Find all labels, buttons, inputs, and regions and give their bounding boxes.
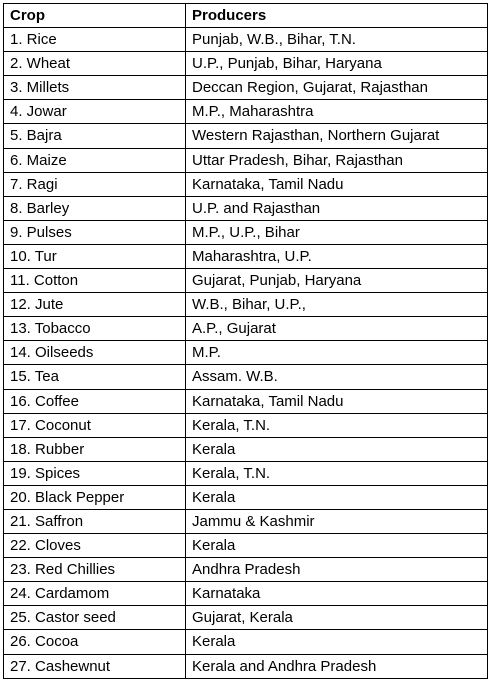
producers-cell: Karnataka, Tamil Nadu <box>186 172 488 196</box>
producers-cell: Gujarat, Kerala <box>186 606 488 630</box>
crop-cell: 26. Cocoa <box>4 630 186 654</box>
producers-cell: Karnataka <box>186 582 488 606</box>
table-row <box>4 220 488 244</box>
producers-cell: Maharashtra, U.P. <box>186 244 488 268</box>
table-row <box>4 509 488 533</box>
table-row <box>4 269 488 293</box>
crop-producers-table <box>3 3 488 679</box>
producers-cell: Jammu & Kashmir <box>186 509 488 533</box>
table-row <box>4 437 488 461</box>
table-row <box>4 558 488 582</box>
table-row <box>4 28 488 52</box>
table-row <box>4 413 488 437</box>
producers-cell: Andhra Pradesh <box>186 558 488 582</box>
producers-cell: M.P. <box>186 341 488 365</box>
crop-cell: 18. Rubber <box>4 437 186 461</box>
table-row <box>4 52 488 76</box>
table-row <box>4 148 488 172</box>
producers-cell: Kerala, T.N. <box>186 461 488 485</box>
crop-cell: 17. Coconut <box>4 413 186 437</box>
crop-cell: 13. Tobacco <box>4 317 186 341</box>
producers-cell: Kerala, T.N. <box>186 413 488 437</box>
table-row <box>4 100 488 124</box>
crop-cell: 22. Cloves <box>4 534 186 558</box>
producers-cell: Punjab, W.B., Bihar, T.N. <box>186 28 488 52</box>
producers-cell: Deccan Region, Gujarat, Rajasthan <box>186 76 488 100</box>
producers-cell: Kerala <box>186 630 488 654</box>
table-row <box>4 172 488 196</box>
crop-cell: 11. Cotton <box>4 269 186 293</box>
table-row <box>4 534 488 558</box>
table-row <box>4 389 488 413</box>
producers-cell: U.P. and Rajasthan <box>186 196 488 220</box>
table-row <box>4 124 488 148</box>
table-row <box>4 485 488 509</box>
crop-cell: 7. Ragi <box>4 172 186 196</box>
producers-cell: Kerala <box>186 437 488 461</box>
crop-cell: 3. Millets <box>4 76 186 100</box>
producers-cell: Western Rajasthan, Northern Gujarat <box>186 124 488 148</box>
producers-cell: Uttar Pradesh, Bihar, Rajasthan <box>186 148 488 172</box>
crop-cell: 24. Cardamom <box>4 582 186 606</box>
crop-column-header: Crop <box>4 4 186 28</box>
table-row <box>4 582 488 606</box>
crop-cell: 10. Tur <box>4 244 186 268</box>
table-header-row <box>4 4 488 28</box>
table-row <box>4 244 488 268</box>
crop-cell: 16. Coffee <box>4 389 186 413</box>
crop-cell: 15. Tea <box>4 365 186 389</box>
producers-cell: M.P., Maharashtra <box>186 100 488 124</box>
table-row <box>4 293 488 317</box>
crop-cell: 20. Black Pepper <box>4 485 186 509</box>
crop-cell: 19. Spices <box>4 461 186 485</box>
producers-cell: A.P., Gujarat <box>186 317 488 341</box>
table-row <box>4 654 488 678</box>
producers-cell: Gujarat, Punjab, Haryana <box>186 269 488 293</box>
crop-cell: 1. Rice <box>4 28 186 52</box>
crop-cell: 2. Wheat <box>4 52 186 76</box>
table-row <box>4 341 488 365</box>
table-row <box>4 196 488 220</box>
crop-cell: 12. Jute <box>4 293 186 317</box>
producers-cell: W.B., Bihar, U.P., <box>186 293 488 317</box>
crop-cell: 23. Red Chillies <box>4 558 186 582</box>
producers-cell: Kerala <box>186 485 488 509</box>
producers-cell: U.P., Punjab, Bihar, Haryana <box>186 52 488 76</box>
table-body <box>4 28 488 679</box>
table-row <box>4 461 488 485</box>
crop-cell: 27. Cashewnut <box>4 654 186 678</box>
table-row <box>4 606 488 630</box>
crop-cell: 4. Jowar <box>4 100 186 124</box>
crop-cell: 14. Oilseeds <box>4 341 186 365</box>
producers-cell: Karnataka, Tamil Nadu <box>186 389 488 413</box>
table-row <box>4 317 488 341</box>
producers-cell: Kerala <box>186 534 488 558</box>
crop-cell: 9. Pulses <box>4 220 186 244</box>
crop-cell: 25. Castor seed <box>4 606 186 630</box>
crop-cell: 8. Barley <box>4 196 186 220</box>
table-row <box>4 365 488 389</box>
producers-cell: Kerala and Andhra Pradesh <box>186 654 488 678</box>
producers-cell: M.P., U.P., Bihar <box>186 220 488 244</box>
producers-column-header: Producers <box>186 4 488 28</box>
producers-cell: Assam. W.B. <box>186 365 488 389</box>
crop-cell: 6. Maize <box>4 148 186 172</box>
crop-cell: 5. Bajra <box>4 124 186 148</box>
table-row <box>4 76 488 100</box>
table-row <box>4 630 488 654</box>
crop-cell: 21. Saffron <box>4 509 186 533</box>
